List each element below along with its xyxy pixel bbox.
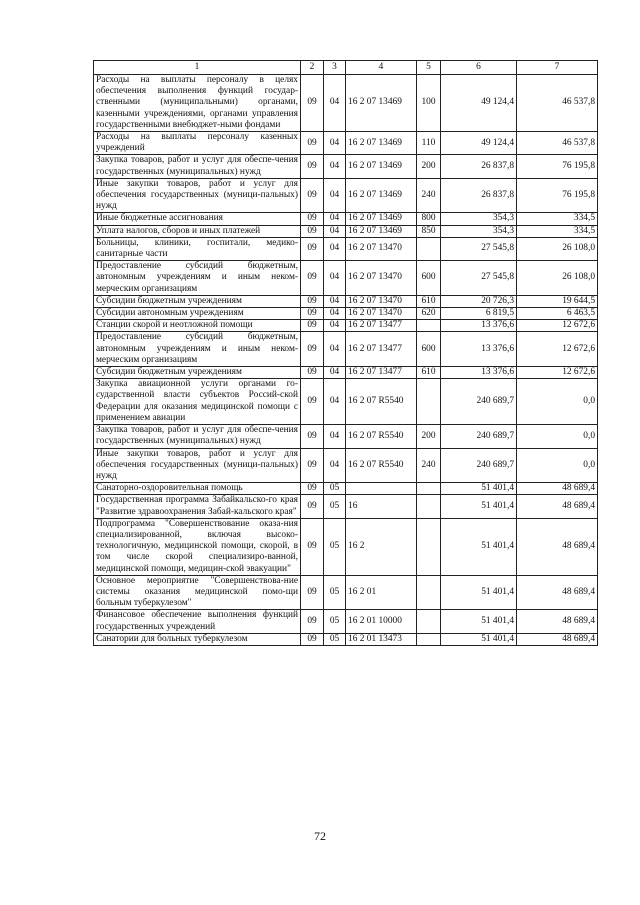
cell-expense-type: 620 (417, 308, 441, 320)
table-row (94, 610, 598, 633)
cell-subsection: 04 (324, 132, 346, 155)
table-row (94, 320, 598, 332)
cell-amount-year-1: 51 401,4 (441, 483, 517, 495)
cell-expense-type: 600 (417, 261, 441, 296)
cell-subsection: 04 (324, 261, 346, 296)
cell-subsection: 05 (324, 483, 346, 495)
budget-table (93, 60, 598, 646)
cell-target-article: 16 2 07 13469 (346, 132, 417, 155)
cell-target-article: 16 2 07 13470 (346, 261, 417, 296)
cell-amount-year-2: 26 108,0 (517, 261, 598, 296)
cell-expense-type: 610 (417, 295, 441, 307)
cell-expense-type: 610 (417, 367, 441, 379)
cell-section: 09 (301, 518, 324, 575)
cell-target-article: 16 2 07 13470 (346, 308, 417, 320)
cell-target-article: 16 2 07 13470 (346, 237, 417, 260)
cell-section: 09 (301, 237, 324, 260)
cell-target-article: 16 2 07 R5540 (346, 448, 417, 483)
cell-target-article: 16 2 07 13477 (346, 367, 417, 379)
cell-section: 09 (301, 448, 324, 483)
cell-name: Расходы на выплаты персоналу в целях обеспечения выполнения функций государ-ственными (муниципальными) органами, казенными учреждениями, органами управления государственными внебюджет-ными фондами (94, 75, 301, 132)
cell-target-article: 16 2 07 13469 (346, 75, 417, 132)
cell-amount-year-1: 27 545,8 (441, 237, 517, 260)
cell-amount-year-2: 48 689,4 (517, 575, 598, 610)
cell-subsection: 04 (324, 448, 346, 483)
cell-name: Предоставление субсидий бюджетным, автономным учреждениям и иным неком-мерческим организациям (94, 332, 301, 367)
cell-subsection: 04 (324, 379, 346, 425)
cell-amount-year-1: 240 689,7 (441, 448, 517, 483)
header-col-2: 2 (301, 61, 324, 75)
cell-target-article: 16 2 07 R5540 (346, 425, 417, 448)
table-body (94, 75, 598, 646)
cell-name: Закупка авиационной услуги органами го-сударственной власти субъектов Россий-ской Федерации для оказания медицинской помощи с применением авиации (94, 379, 301, 425)
cell-section: 09 (301, 132, 324, 155)
table-row (94, 367, 598, 379)
table-row (94, 425, 598, 448)
table-row (94, 155, 598, 178)
cell-subsection: 05 (324, 495, 346, 518)
cell-amount-year-1: 51 401,4 (441, 633, 517, 645)
table-row (94, 448, 598, 483)
cell-subsection: 04 (324, 213, 346, 225)
table-row (94, 575, 598, 610)
cell-name: Санатории для больных туберкулезом (94, 633, 301, 645)
cell-section: 09 (301, 261, 324, 296)
cell-expense-type: 200 (417, 425, 441, 448)
cell-section: 09 (301, 225, 324, 237)
table-row (94, 132, 598, 155)
cell-name: Закупка товаров, работ и услуг для обеспе-чения государственных (муниципальных) нужд (94, 425, 301, 448)
cell-target-article: 16 2 01 10000 (346, 610, 417, 633)
cell-subsection: 04 (324, 225, 346, 237)
cell-section: 09 (301, 75, 324, 132)
cell-target-article: 16 2 07 13469 (346, 213, 417, 225)
cell-amount-year-2: 19 644,5 (517, 295, 598, 307)
cell-amount-year-2: 48 689,4 (517, 610, 598, 633)
table-header-row (94, 61, 598, 75)
cell-section: 09 (301, 367, 324, 379)
cell-amount-year-1: 26 837,8 (441, 155, 517, 178)
cell-expense-type: 110 (417, 132, 441, 155)
cell-target-article: 16 2 07 13470 (346, 295, 417, 307)
cell-section: 09 (301, 178, 324, 213)
cell-section: 09 (301, 332, 324, 367)
table-row (94, 332, 598, 367)
header-col-6: 6 (441, 61, 517, 75)
cell-expense-type (417, 610, 441, 633)
header-col-7: 7 (517, 61, 598, 75)
cell-amount-year-2: 0,0 (517, 425, 598, 448)
cell-amount-year-1: 6 819,5 (441, 308, 517, 320)
cell-section: 09 (301, 425, 324, 448)
cell-amount-year-1: 13 376,6 (441, 332, 517, 367)
cell-amount-year-2: 0,0 (517, 448, 598, 483)
cell-amount-year-2: 334,5 (517, 213, 598, 225)
cell-subsection: 05 (324, 610, 346, 633)
table-row (94, 633, 598, 645)
header-col-1: 1 (94, 61, 301, 75)
cell-name: Уплата налогов, сборов и иных платежей (94, 225, 301, 237)
cell-subsection: 04 (324, 295, 346, 307)
cell-amount-year-2: 12 672,6 (517, 332, 598, 367)
cell-target-article: 16 (346, 495, 417, 518)
cell-amount-year-1: 354,3 (441, 225, 517, 237)
cell-expense-type (417, 379, 441, 425)
table-row (94, 237, 598, 260)
cell-subsection: 04 (324, 367, 346, 379)
cell-amount-year-1: 240 689,7 (441, 379, 517, 425)
cell-subsection: 04 (324, 75, 346, 132)
cell-section: 09 (301, 483, 324, 495)
cell-target-article: 16 2 01 (346, 575, 417, 610)
cell-expense-type: 800 (417, 213, 441, 225)
cell-subsection: 04 (324, 155, 346, 178)
cell-amount-year-2: 46 537,8 (517, 132, 598, 155)
cell-name: Иные закупки товаров, работ и услуг для обеспечения государственных (муници-пальных) нужд (94, 178, 301, 213)
cell-section: 09 (301, 610, 324, 633)
cell-name: Закупка товаров, работ и услуг для обеспе-чения государственных (муниципальных) нужд (94, 155, 301, 178)
cell-amount-year-2: 26 108,0 (517, 237, 598, 260)
cell-amount-year-1: 26 837,8 (441, 178, 517, 213)
cell-section: 09 (301, 575, 324, 610)
table-row (94, 225, 598, 237)
cell-amount-year-1: 51 401,4 (441, 575, 517, 610)
cell-amount-year-2: 12 672,6 (517, 367, 598, 379)
cell-name: Расходы на выплаты персоналу казенных учреждений (94, 132, 301, 155)
cell-target-article: 16 2 07 13477 (346, 320, 417, 332)
cell-name: Государственная программа Забайкальско-го края "Развитие здравоохранения Забай-кальского края" (94, 495, 301, 518)
cell-subsection: 04 (324, 178, 346, 213)
cell-expense-type (417, 633, 441, 645)
cell-section: 09 (301, 633, 324, 645)
table-row (94, 308, 598, 320)
cell-amount-year-1: 20 726,3 (441, 295, 517, 307)
cell-expense-type: 240 (417, 178, 441, 213)
cell-amount-year-2: 0,0 (517, 379, 598, 425)
cell-subsection: 04 (324, 320, 346, 332)
cell-name: Финансовое обеспечение выполнения функций государственных учреждений (94, 610, 301, 633)
table-row (94, 518, 598, 575)
cell-subsection: 04 (324, 425, 346, 448)
table-row (94, 261, 598, 296)
cell-amount-year-2: 76 195,8 (517, 155, 598, 178)
cell-amount-year-1: 27 545,8 (441, 261, 517, 296)
table-row (94, 495, 598, 518)
table-row (94, 483, 598, 495)
cell-name: Основное мероприятие "Совершенствова-ние системы оказания медицинской помо-щи больным туберкулезом" (94, 575, 301, 610)
cell-expense-type: 200 (417, 155, 441, 178)
header-col-3: 3 (324, 61, 346, 75)
cell-target-article: 16 2 07 13469 (346, 155, 417, 178)
cell-target-article: 16 2 07 R5540 (346, 379, 417, 425)
cell-expense-type (417, 320, 441, 332)
cell-subsection: 04 (324, 237, 346, 260)
cell-expense-type (417, 483, 441, 495)
cell-amount-year-2: 76 195,8 (517, 178, 598, 213)
cell-amount-year-1: 49 124,4 (441, 75, 517, 132)
cell-name: Субсидии бюджетным учреждениям (94, 295, 301, 307)
cell-name: Подпрограмма "Совершенствование оказа-ния специализированной, включая высоко-технологичную, медицинской помощи, скорой, в том числе скорой специализиро-ванной, медицинской помощи, медицин-ской эвакуации" (94, 518, 301, 575)
cell-target-article: 16 2 (346, 518, 417, 575)
cell-expense-type (417, 575, 441, 610)
cell-name: Иные закупки товаров, работ и услуг для обеспечения государственных (муници-пальных) нужд (94, 448, 301, 483)
cell-name: Субсидии бюджетным учреждениям (94, 367, 301, 379)
cell-expense-type (417, 237, 441, 260)
cell-expense-type (417, 518, 441, 575)
cell-amount-year-1: 49 124,4 (441, 132, 517, 155)
cell-amount-year-2: 6 463,5 (517, 308, 598, 320)
cell-target-article: 16 2 07 13477 (346, 332, 417, 367)
header-col-5: 5 (417, 61, 441, 75)
cell-expense-type: 850 (417, 225, 441, 237)
cell-amount-year-1: 51 401,4 (441, 610, 517, 633)
cell-expense-type: 600 (417, 332, 441, 367)
cell-amount-year-1: 354,3 (441, 213, 517, 225)
header-col-4: 4 (346, 61, 417, 75)
cell-amount-year-1: 51 401,4 (441, 518, 517, 575)
cell-amount-year-2: 48 689,4 (517, 518, 598, 575)
cell-section: 09 (301, 213, 324, 225)
cell-amount-year-1: 51 401,4 (441, 495, 517, 518)
cell-target-article: 16 2 07 13469 (346, 178, 417, 213)
cell-expense-type (417, 495, 441, 518)
cell-amount-year-2: 48 689,4 (517, 483, 598, 495)
cell-subsection: 04 (324, 308, 346, 320)
cell-name: Станции скорой и неотложной помощи (94, 320, 301, 332)
table-row (94, 178, 598, 213)
page-number: 72 (314, 829, 326, 843)
cell-amount-year-2: 48 689,4 (517, 495, 598, 518)
cell-subsection: 05 (324, 518, 346, 575)
cell-amount-year-2: 334,5 (517, 225, 598, 237)
cell-section: 09 (301, 320, 324, 332)
cell-section: 09 (301, 155, 324, 178)
cell-amount-year-1: 13 376,6 (441, 320, 517, 332)
cell-expense-type: 100 (417, 75, 441, 132)
cell-target-article: 16 2 01 13473 (346, 633, 417, 645)
cell-target-article (346, 483, 417, 495)
table-row (94, 379, 598, 425)
cell-amount-year-2: 12 672,6 (517, 320, 598, 332)
cell-amount-year-1: 13 376,6 (441, 367, 517, 379)
cell-expense-type: 240 (417, 448, 441, 483)
cell-section: 09 (301, 308, 324, 320)
cell-subsection: 05 (324, 633, 346, 645)
cell-name: Больницы, клиники, госпитали, медико-санитарные части (94, 237, 301, 260)
cell-target-article: 16 2 07 13469 (346, 225, 417, 237)
table-row (94, 75, 598, 132)
cell-section: 09 (301, 295, 324, 307)
cell-subsection: 04 (324, 332, 346, 367)
cell-section: 09 (301, 495, 324, 518)
cell-name: Санаторно-оздоровительная помощь (94, 483, 301, 495)
cell-name: Иные бюджетные ассигнования (94, 213, 301, 225)
table-row (94, 213, 598, 225)
cell-amount-year-1: 240 689,7 (441, 425, 517, 448)
cell-section: 09 (301, 379, 324, 425)
cell-name: Предоставление субсидий бюджетным, автономным учреждениям и иным неком-мерческим организациям (94, 261, 301, 296)
cell-amount-year-2: 48 689,4 (517, 633, 598, 645)
cell-amount-year-2: 46 537,8 (517, 75, 598, 132)
table-row (94, 295, 598, 307)
cell-subsection: 05 (324, 575, 346, 610)
cell-name: Субсидии автономным учреждениям (94, 308, 301, 320)
